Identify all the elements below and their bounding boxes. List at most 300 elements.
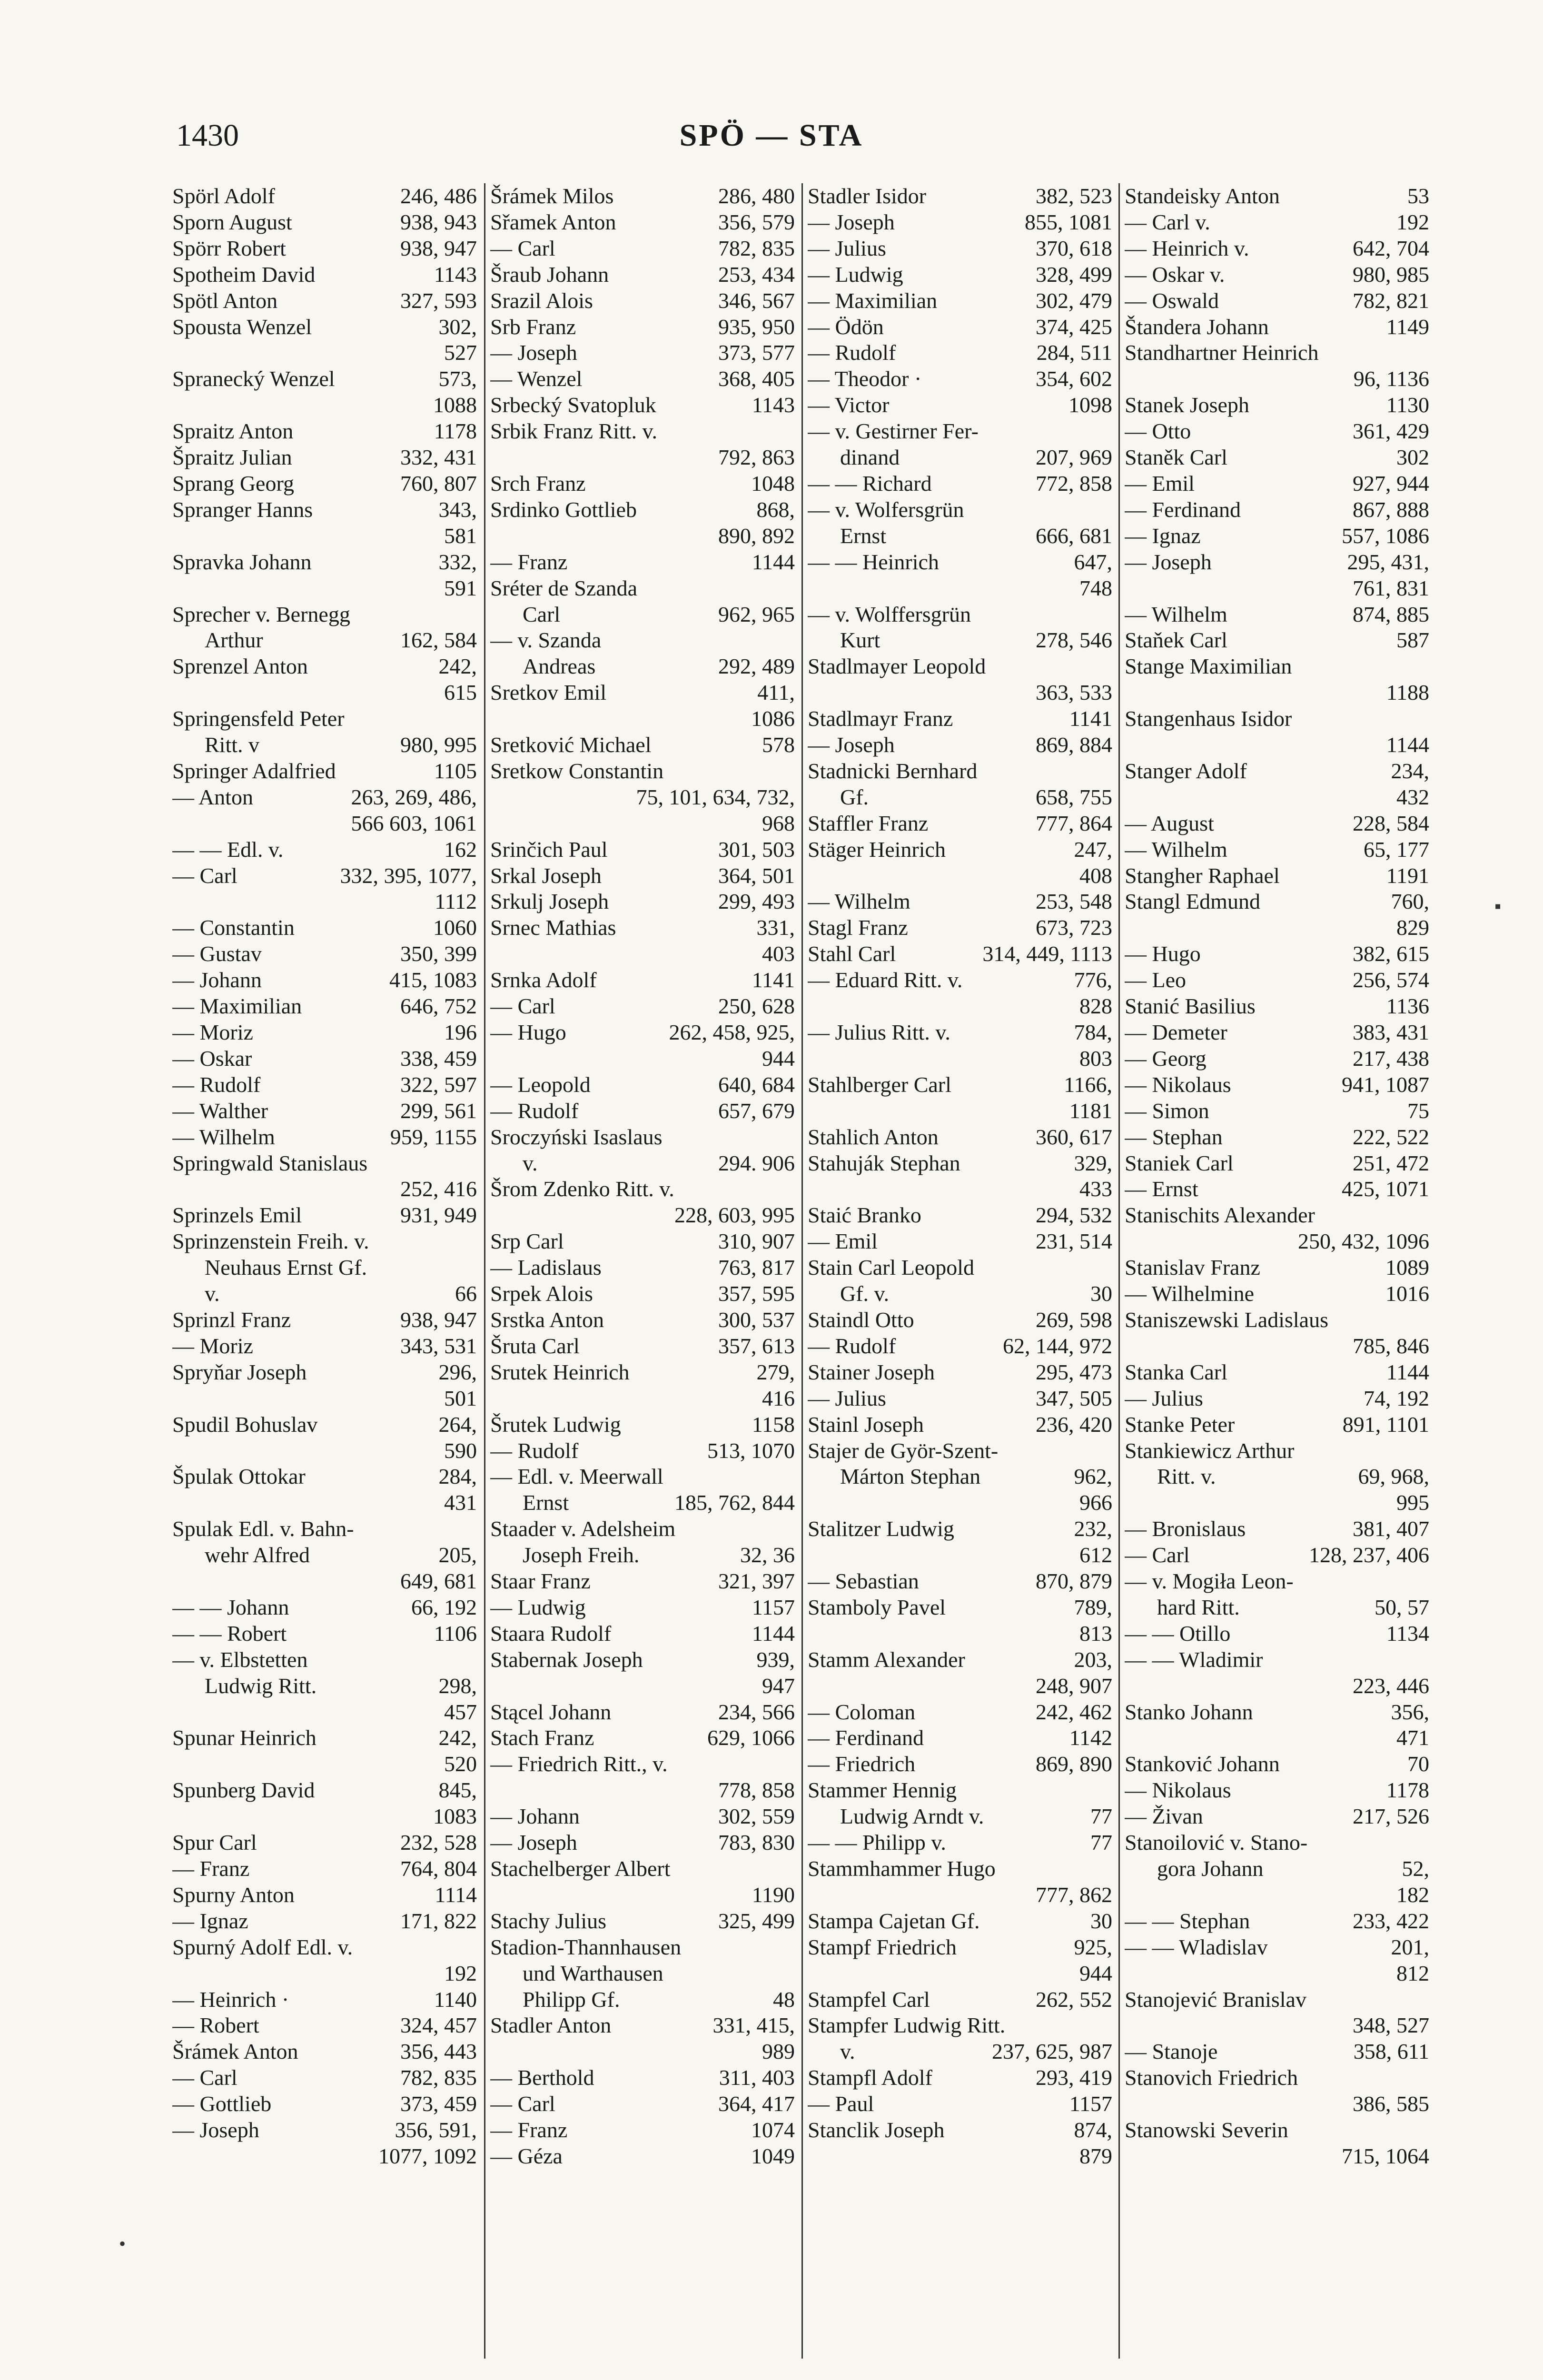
entry-pages: 253, 548 xyxy=(1036,889,1112,914)
entry-name: — Demeter xyxy=(1125,1020,1227,1044)
entry-name: Srpek Alois xyxy=(490,1281,593,1306)
entry-name: — Joseph xyxy=(1125,549,1212,574)
index-entry xyxy=(1125,1098,1429,1124)
index-entry xyxy=(1125,1386,1429,1412)
index-entry xyxy=(808,392,1112,418)
entry-name: — Franz xyxy=(490,2118,568,2142)
index-entry xyxy=(1125,575,1429,602)
entry-name: Stampf Friedrich xyxy=(808,1934,957,1959)
entry-pages: 938, 947 xyxy=(400,236,477,260)
entry-name: Stain Carl Leopold xyxy=(808,1255,975,1280)
entry-pages: 228, 584 xyxy=(1353,811,1429,835)
entry-name: dinand xyxy=(840,445,900,470)
entry-name: Stahlich Anton xyxy=(808,1124,939,1149)
index-entry xyxy=(1125,288,1429,314)
entry-name: Philipp Gf. xyxy=(523,1987,620,2012)
entry-name: Stankiewicz Arthur xyxy=(1125,1438,1295,1463)
index-entry xyxy=(1125,758,1429,811)
entry-name: — Joseph xyxy=(808,209,895,234)
index-entry xyxy=(1125,523,1429,549)
entry-name: Andreas xyxy=(523,654,596,679)
entry-pages: 292, 489 xyxy=(718,654,795,679)
entry-pages: 760, 807 xyxy=(400,471,477,496)
index-entry xyxy=(490,1490,795,1516)
entry-name: Sprinzenstein Freih. v. xyxy=(172,1229,369,1254)
entry-pages: 1178 xyxy=(1386,1778,1429,1803)
index-entry xyxy=(808,758,1112,784)
index-entry xyxy=(1125,1804,1429,1830)
index-entry xyxy=(172,1882,477,1908)
entry-name: Stachelberger Albert xyxy=(490,1856,671,1881)
index-entry xyxy=(172,262,477,288)
entry-pages: 1105 xyxy=(434,758,477,783)
entry-pages: 789, xyxy=(1074,1595,1112,1619)
index-entry xyxy=(1125,1699,1429,1752)
entry-pages: 343, xyxy=(438,497,477,522)
entry-pages-continued: 995 xyxy=(1396,1490,1429,1515)
entry-pages: 310, 907 xyxy=(718,1229,795,1254)
entry-name: — Anton xyxy=(172,784,253,809)
entry-name: — Hugo xyxy=(1125,942,1201,966)
entry-pages-continued: 748 xyxy=(1079,575,1112,600)
index-entry xyxy=(172,1412,477,1464)
index-entry xyxy=(172,758,477,784)
index-entry xyxy=(172,1020,477,1046)
index-entry xyxy=(808,706,1112,732)
index-entry xyxy=(1125,1516,1429,1542)
entry-pages: 373, 459 xyxy=(400,2092,477,2116)
index-entry xyxy=(490,1934,795,1961)
index-entry xyxy=(172,2117,477,2143)
index-entry xyxy=(172,1725,477,1777)
entry-pages: 286, 480 xyxy=(718,184,795,208)
entry-name: Springensfeld Peter xyxy=(172,706,345,731)
index-entry xyxy=(1125,1856,1429,1908)
entry-pages: 262, 458, 925, xyxy=(669,1020,795,1044)
index-entry xyxy=(1125,941,1429,967)
entry-pages: 246, 486 xyxy=(400,184,477,208)
entry-pages: 1136 xyxy=(1386,994,1429,1019)
entry-pages: 557, 1086 xyxy=(1342,523,1429,548)
entry-name: Srinčich Paul xyxy=(490,837,608,862)
entry-name: — Gottlieb xyxy=(172,2092,272,2116)
entry-pages-continued: 432 xyxy=(1396,784,1429,809)
entry-pages: 868, xyxy=(756,497,795,522)
entry-name: Spunberg David xyxy=(172,1778,315,1803)
entry-pages-continued: 829 xyxy=(1396,915,1429,940)
index-entry xyxy=(1125,654,1429,680)
entry-name: Ludwig Arndt v. xyxy=(840,1804,984,1829)
entry-name: Spurný Adolf Edl. v. xyxy=(172,1934,353,1959)
entry-name: Neuhaus Ernst Gf. xyxy=(205,1255,367,1280)
entry-pages: 30 xyxy=(1090,1281,1112,1306)
index-entry xyxy=(490,758,795,784)
index-entry xyxy=(1125,209,1429,236)
index-entry xyxy=(172,1229,477,1255)
entry-pages: 66 xyxy=(455,1281,477,1306)
entry-pages-continued: 1086 xyxy=(751,706,795,731)
entry-name: Staniek Carl xyxy=(1125,1150,1234,1175)
index-entry xyxy=(172,2091,477,2117)
entry-name: — Carl xyxy=(172,863,237,888)
entry-name: — — Robert xyxy=(172,1621,287,1646)
entry-name: Staić Branko xyxy=(808,1203,921,1228)
index-entry xyxy=(172,2143,477,2170)
entry-pages: 1049 xyxy=(751,2143,795,2168)
entry-pages: 247, xyxy=(1074,837,1112,862)
index-entry xyxy=(1125,1464,1429,1516)
entry-name: Špraitz Julian xyxy=(172,445,292,470)
entry-name: Stainer Joseph xyxy=(808,1359,935,1384)
index-entry xyxy=(172,1098,477,1124)
entry-pages: 1074 xyxy=(751,2118,795,2142)
entry-pages: 1144 xyxy=(752,549,795,574)
entry-pages: 205, xyxy=(438,1543,477,1567)
entry-pages: 284, 511 xyxy=(1036,340,1112,365)
index-entry xyxy=(808,1987,1112,2013)
entry-pages: 324, 457 xyxy=(400,2013,477,2038)
entry-pages: 248, 907 xyxy=(1036,1673,1112,1698)
entry-name: — Géza xyxy=(490,2143,563,2168)
entry-pages: 70 xyxy=(1407,1752,1429,1776)
entry-pages: 415, 1083 xyxy=(389,968,477,992)
entry-pages: 231, 514 xyxy=(1036,1229,1112,1254)
index-entry xyxy=(808,1359,1112,1386)
entry-pages: 931, 949 xyxy=(400,1203,477,1228)
entry-pages-continued: 471 xyxy=(1396,1726,1429,1750)
index-entry xyxy=(808,837,1112,889)
index-entry xyxy=(172,1150,477,1177)
index-entry xyxy=(172,1777,477,1830)
entry-pages: 69, 968, xyxy=(1358,1464,1429,1489)
entry-name: — Heinrich v. xyxy=(1125,236,1249,260)
index-entry xyxy=(808,1150,1112,1203)
entry-pages: 1190 xyxy=(752,1882,795,1907)
index-entry xyxy=(808,2013,1112,2039)
entry-name: Srutek Heinrich xyxy=(490,1359,630,1384)
index-entry xyxy=(490,1281,795,1307)
entry-pages: 364, 417 xyxy=(718,2092,795,2116)
index-entry xyxy=(490,366,795,392)
index-entry xyxy=(808,340,1112,366)
entry-pages: 331, xyxy=(756,915,795,940)
entry-name: — Julius xyxy=(808,236,886,260)
entry-pages: 311, 403 xyxy=(719,2065,795,2090)
entry-pages: 294. 906 xyxy=(718,1150,795,1175)
entry-pages-continued: 947 xyxy=(762,1673,795,1698)
index-entry xyxy=(172,183,477,209)
entry-pages: 302, xyxy=(438,314,477,339)
index-entry xyxy=(808,1647,1112,1673)
entry-name: Stanovich Friedrich xyxy=(1125,2065,1298,2090)
entry-pages: 587 xyxy=(1396,628,1429,653)
entry-name: Sřamek Anton xyxy=(490,209,616,234)
index-entry xyxy=(490,2117,795,2143)
entry-name: Staňek Carl xyxy=(1125,628,1227,653)
entry-pages: 938, 947 xyxy=(400,1307,477,1332)
entry-pages: 870, 879 xyxy=(1036,1569,1112,1594)
entry-pages: 233, 422 xyxy=(1353,1908,1429,1933)
entry-pages: 361, 429 xyxy=(1353,419,1429,444)
index-entry xyxy=(808,654,1112,680)
entry-name: — Wilhelm xyxy=(172,1124,275,1149)
entry-pages: 1016 xyxy=(1385,1281,1429,1306)
entry-name: — Johann xyxy=(172,968,262,992)
entry-pages: 252, 416 xyxy=(400,1177,477,1201)
index-entry xyxy=(172,497,477,549)
index-entry xyxy=(808,262,1112,288)
entry-pages: 640, 684 xyxy=(718,1072,795,1097)
index-entry xyxy=(172,811,477,837)
entry-pages: 203, xyxy=(1074,1647,1112,1672)
entry-name: Sprenzel Anton xyxy=(172,654,308,679)
entry-pages-continued: 828 xyxy=(1079,994,1112,1019)
index-entry xyxy=(808,1804,1112,1830)
index-entry xyxy=(808,915,1112,941)
entry-pages: 264, xyxy=(438,1412,477,1437)
entry-name: Sprinzl Franz xyxy=(172,1307,291,1332)
entry-pages: 411, xyxy=(757,680,795,705)
entry-name: — Rudolf xyxy=(808,1333,896,1358)
entry-name: — Ernst xyxy=(1125,1177,1198,1201)
entry-pages: 360, 617 xyxy=(1036,1124,1112,1149)
index-entry xyxy=(172,1856,477,1882)
index-entry xyxy=(808,2117,1112,2170)
index-entry xyxy=(808,602,1112,628)
index-entry xyxy=(1125,2143,1429,2170)
entry-name: Carl xyxy=(523,602,561,626)
entry-pages: 578 xyxy=(762,733,795,757)
entry-pages: 1114 xyxy=(435,1882,477,1907)
index-column-2 xyxy=(490,183,795,2359)
entry-pages: 566 603, 1061 xyxy=(351,811,477,835)
index-entry xyxy=(808,523,1112,549)
entry-pages: 162 xyxy=(444,837,477,862)
index-entry xyxy=(1125,236,1429,262)
entry-pages: 1048 xyxy=(751,471,795,496)
entry-name: — Julius Ritt. v. xyxy=(808,1020,950,1044)
entry-name: — Oskar xyxy=(172,1046,252,1071)
entry-pages: 300, 537 xyxy=(718,1307,795,1332)
entry-name: — August xyxy=(1125,811,1214,835)
index-entry xyxy=(172,602,477,628)
index-entry xyxy=(808,1307,1112,1333)
index-entry xyxy=(808,1516,1112,1568)
entry-name: — Theodor · xyxy=(808,367,922,391)
index-entry xyxy=(490,784,795,837)
index-entry xyxy=(490,471,795,497)
index-entry xyxy=(490,680,795,732)
entry-pages: 242, xyxy=(438,654,477,679)
entry-name: Špulak Ottokar xyxy=(172,1464,306,1489)
entry-name: Stanischits Alexander xyxy=(1125,1203,1315,1228)
index-entry xyxy=(490,418,795,445)
index-entry xyxy=(1125,732,1429,758)
entry-name: Spryňar Joseph xyxy=(172,1359,307,1384)
entry-name: — Robert xyxy=(172,2013,259,2038)
entry-name: — Gustav xyxy=(172,942,262,966)
index-entry xyxy=(1125,262,1429,288)
entry-pages: 284, xyxy=(438,1464,477,1489)
index-entry xyxy=(172,1255,477,1281)
index-entry xyxy=(808,1568,1112,1595)
entry-pages: 1178 xyxy=(434,419,477,444)
entry-pages-continued: 591 xyxy=(444,575,477,600)
index-entry xyxy=(1125,1046,1429,1072)
entry-pages: 321, 397 xyxy=(718,1569,795,1594)
entry-pages: 425, 1071 xyxy=(1342,1177,1429,1201)
column-divider xyxy=(484,183,485,2359)
column-divider xyxy=(1118,183,1120,2359)
index-entry xyxy=(808,2091,1112,2117)
index-entry xyxy=(490,1333,795,1359)
entry-name: — Wenzel xyxy=(490,367,583,391)
entry-pages: 251, 472 xyxy=(1353,1150,1429,1175)
entry-name: — Coloman xyxy=(808,1699,916,1724)
index-entry xyxy=(490,889,795,915)
index-entry xyxy=(490,1176,795,1202)
index-entry xyxy=(172,706,477,732)
entry-name: — — Wladimir xyxy=(1125,1647,1263,1672)
index-entry xyxy=(1125,1934,1429,1987)
entry-name: — Stanoje xyxy=(1125,2039,1218,2064)
index-entry xyxy=(172,915,477,941)
index-entry xyxy=(808,1202,1112,1229)
entry-name: Stangenhaus Isidor xyxy=(1125,706,1292,731)
index-entry xyxy=(808,811,1112,837)
index-entry xyxy=(490,837,795,863)
index-entry xyxy=(808,1830,1112,1856)
entry-pages: 192 xyxy=(1396,209,1429,234)
entry-pages: 222, 522 xyxy=(1353,1124,1429,1149)
index-entry xyxy=(172,1072,477,1098)
index-entry xyxy=(490,1908,795,1934)
index-entry xyxy=(1125,366,1429,392)
entry-pages: 50, 57 xyxy=(1375,1595,1429,1619)
entry-name: Šruta Carl xyxy=(490,1333,580,1358)
entry-pages: 941, 1087 xyxy=(1342,1072,1429,1097)
entry-name: — Ferdinand xyxy=(1125,497,1241,522)
index-entry xyxy=(808,445,1112,471)
entry-name: Srnec Mathias xyxy=(490,915,616,940)
entry-name: — v. Wolffersgrün xyxy=(808,602,971,626)
index-entry xyxy=(490,1987,795,2013)
entry-pages: 201, xyxy=(1391,1934,1429,1959)
entry-name: Staara Rudolf xyxy=(490,1621,612,1646)
entry-name: hard Ritt. xyxy=(1157,1595,1240,1619)
index-entry xyxy=(808,549,1112,602)
index-entry xyxy=(808,288,1112,314)
index-entry xyxy=(1125,1307,1429,1333)
entry-name: — Moriz xyxy=(172,1020,253,1044)
entry-name: Stagl Franz xyxy=(808,915,908,940)
entry-name: — Leo xyxy=(1125,968,1187,992)
entry-name: Srbecký Svatopluk xyxy=(490,393,656,417)
entry-pages: 1149 xyxy=(1386,314,1429,339)
entry-pages: 666, 681 xyxy=(1036,523,1112,548)
entry-name: Stach Franz xyxy=(490,1726,594,1750)
index-entry xyxy=(808,1777,1112,1804)
index-entry xyxy=(172,288,477,314)
index-entry xyxy=(490,2013,795,2065)
index-entry xyxy=(1125,811,1429,837)
entry-name: — Rudolf xyxy=(808,340,896,365)
entry-pages: 855, 1081 xyxy=(1025,209,1112,234)
entry-pages: 867, 888 xyxy=(1353,497,1429,522)
entry-pages: 874, xyxy=(1074,2118,1112,2142)
index-entry xyxy=(172,1568,477,1595)
entry-name: — v. Gestirner Fer- xyxy=(808,419,979,444)
index-entry xyxy=(1125,1333,1429,1359)
entry-pages: 383, 431 xyxy=(1353,1020,1429,1044)
index-entry xyxy=(808,889,1112,915)
entry-pages: 785, 846 xyxy=(1353,1333,1429,1358)
entry-name: — Wilhelm xyxy=(808,889,910,914)
entry-pages: 869, 890 xyxy=(1036,1752,1112,1776)
entry-name: Spranecký Wenzel xyxy=(172,367,335,391)
entry-name: Šrámek Anton xyxy=(172,2039,298,2064)
entry-name: — Carl xyxy=(1125,1543,1190,1567)
index-entry xyxy=(172,1621,477,1647)
index-entry xyxy=(490,314,795,340)
entry-name: — Emil xyxy=(1125,471,1195,496)
entry-name: Staindl Otto xyxy=(808,1307,914,1332)
entry-name: Srdinko Gottlieb xyxy=(490,497,637,522)
index-entry xyxy=(808,1072,1112,1124)
index-entry xyxy=(1125,1202,1429,1229)
entry-pages-continued: 803 xyxy=(1079,1046,1112,1071)
entry-pages-continued: 520 xyxy=(444,1752,477,1776)
index-entry xyxy=(172,732,477,758)
entry-name: — Edl. v. Meerwall xyxy=(490,1464,663,1489)
entry-pages: 294, 532 xyxy=(1036,1203,1112,1228)
index-entry xyxy=(808,1281,1112,1307)
index-entry xyxy=(808,967,1112,1020)
entry-pages: 869, 884 xyxy=(1036,733,1112,757)
entry-name: v. xyxy=(840,2039,855,2064)
entry-name: — — Heinrich xyxy=(808,549,939,574)
index-entry xyxy=(490,1464,795,1490)
entry-pages: 1142 xyxy=(1069,1726,1112,1750)
index-entry xyxy=(490,1568,795,1595)
index-entry xyxy=(490,1255,795,1281)
entry-name: Spraitz Anton xyxy=(172,419,294,444)
entry-name: Stammhammer Hugo xyxy=(808,1856,996,1881)
entry-pages: 162, 584 xyxy=(400,628,477,653)
entry-pages: 217, 438 xyxy=(1353,1046,1429,1071)
entry-pages: 236, 420 xyxy=(1036,1412,1112,1437)
index-entry xyxy=(1125,1777,1429,1804)
entry-pages-continued: 1112 xyxy=(435,889,477,914)
entry-name: — Paul xyxy=(808,2092,874,2116)
index-entry xyxy=(490,654,795,680)
entry-pages: 1077, 1092 xyxy=(378,2143,477,2168)
entry-name: Stanković Johann xyxy=(1125,1752,1280,1776)
entry-name: Springer Adalfried xyxy=(172,758,336,783)
entry-name: — Carl xyxy=(172,2065,237,2090)
entry-name: Ritt. v. xyxy=(1157,1464,1216,1489)
index-entry xyxy=(172,993,477,1020)
index-entry xyxy=(490,1412,795,1438)
index-entry xyxy=(808,1699,1112,1726)
index-entry xyxy=(172,1281,477,1307)
entry-pages: 30 xyxy=(1090,1908,1112,1933)
index-entry xyxy=(808,497,1112,523)
index-entry xyxy=(172,941,477,967)
entry-name: Stadlmayer Leopold xyxy=(808,654,986,679)
entry-name: Spörl Adolf xyxy=(172,184,275,208)
index-entry xyxy=(1125,2117,1429,2143)
